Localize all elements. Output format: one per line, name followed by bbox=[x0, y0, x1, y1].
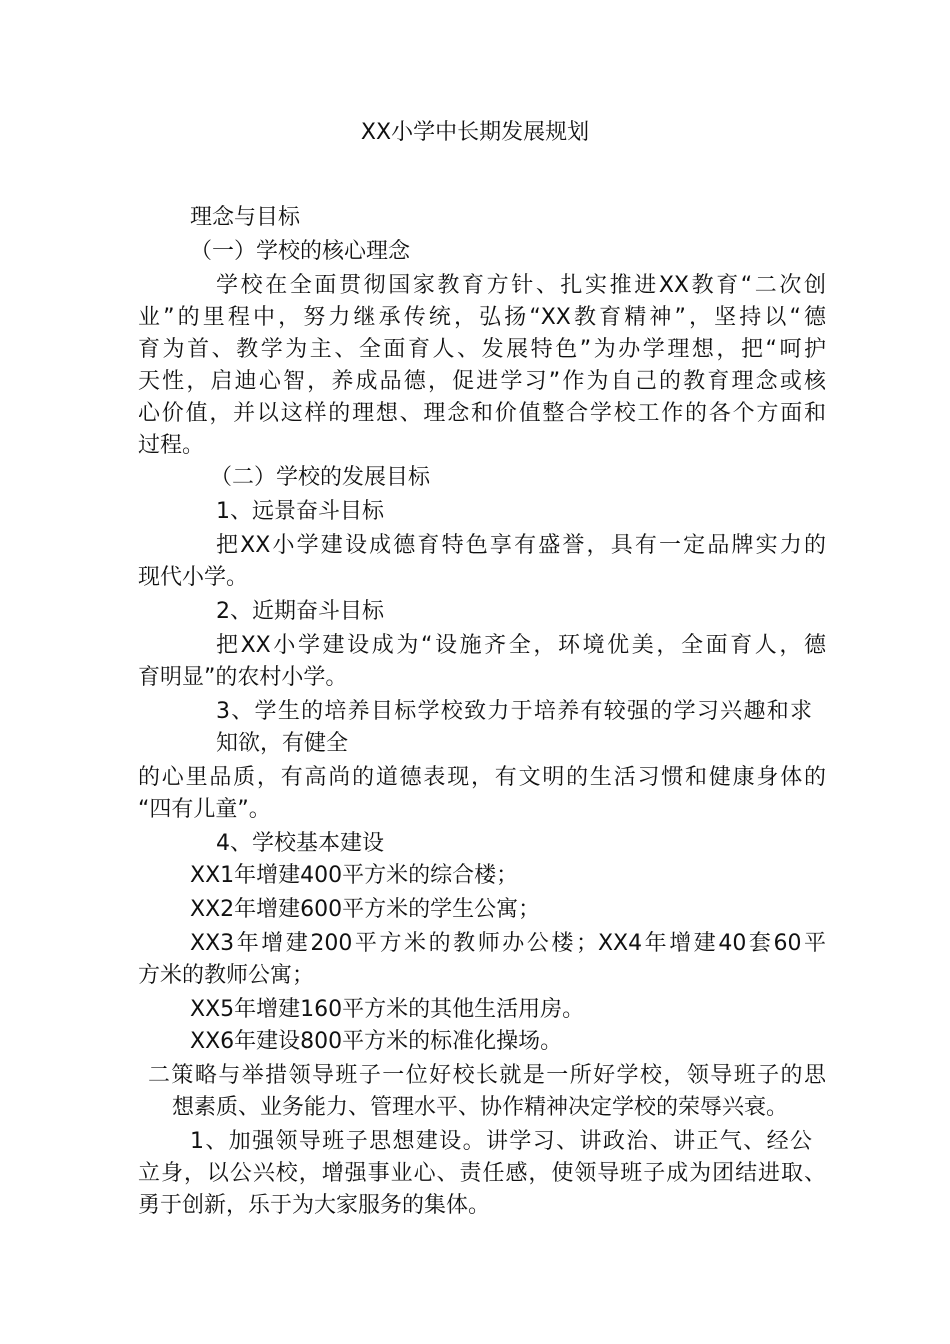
construction-item: XX3年增建200平方米的教师办公楼；XX4年增建40套60平 bbox=[190, 931, 826, 956]
paragraph-line: 知欲，有健全 bbox=[216, 731, 349, 756]
paragraph-line: 业”的里程中，努力继承传统，弘扬“XX教育精神”，坚持以“德 bbox=[138, 305, 826, 330]
construction-item: 方米的教师公寓； bbox=[138, 963, 315, 988]
paragraph-line: 想素质、业务能力、管理水平、协作精神决定学校的荣辱兴衰。 bbox=[172, 1095, 789, 1120]
paragraph-line: 学校在全面贯彻国家教育方针、扎实推进XX教育“二次创 bbox=[216, 273, 826, 298]
item-heading-short-term-goal: 2、近期奋斗目标 bbox=[216, 599, 384, 624]
subsection-heading-development-goals: （二）学校的发展目标 bbox=[210, 465, 431, 490]
construction-item: XX2年增建600平方米的学生公寓； bbox=[190, 897, 541, 922]
construction-item: XX5年增建160平方米的其他生活用房。 bbox=[190, 997, 585, 1022]
paragraph-line: 3、学生的培养目标学校致力于培养有较强的学习兴趣和求 bbox=[216, 699, 812, 724]
paragraph-line: “四有儿童”。 bbox=[138, 797, 271, 822]
section-heading-philosophy-goals: 理念与目标 bbox=[190, 205, 301, 230]
paragraph-line: 把XX小学建设成为“设施齐全，环境优美，全面育人，德 bbox=[216, 633, 826, 658]
subsection-heading-core-philosophy: （一）学校的核心理念 bbox=[190, 239, 411, 264]
paragraph-line: 立身，以公兴校，增强事业心、责任感，使领导班子成为团结进取、 bbox=[138, 1161, 826, 1186]
paragraph-line: 过程。 bbox=[138, 433, 205, 458]
construction-item: XX1年增建400平方米的综合楼； bbox=[190, 863, 519, 888]
item-heading-long-term-goal: 1、远景奋斗目标 bbox=[216, 499, 384, 524]
paragraph-line: 心价值，并以这样的理想、理念和价值整合学校工作的各个方面和 bbox=[138, 401, 826, 426]
paragraph-line: 现代小学。 bbox=[138, 565, 249, 590]
paragraph-line: 把XX小学建设成德育特色享有盛誉，具有一定品牌实力的 bbox=[216, 533, 826, 558]
paragraph-line: 育明显”的农村小学。 bbox=[138, 665, 348, 690]
paragraph-line: 育为首、教学为主、全面育人、发展特色”为办学理想，把“呵护 bbox=[138, 337, 826, 362]
paragraph-line: 天性，启迪心智，养成品德，促进学习”作为自己的教育理念或核 bbox=[138, 369, 826, 394]
paragraph-line: 勇于创新，乐于为大家服务的集体。 bbox=[138, 1193, 491, 1218]
paragraph-line: 1、加强领导班子思想建设。讲学习、讲政治、讲正气、经公 bbox=[190, 1129, 812, 1154]
document-title: XX小学中长期发展规划 bbox=[360, 120, 590, 145]
construction-item: XX6年建设800平方米的标准化操场。 bbox=[190, 1029, 563, 1054]
paragraph-line: 的心里品质，有高尚的道德表现，有文明的生活习惯和健康身体的 bbox=[138, 765, 826, 790]
section-heading-strategies: 二策略与举措领导班子一位好校长就是一所好学校，领导班子的思 bbox=[148, 1063, 826, 1088]
item-heading-basic-construction: 4、学校基本建设 bbox=[216, 831, 384, 856]
